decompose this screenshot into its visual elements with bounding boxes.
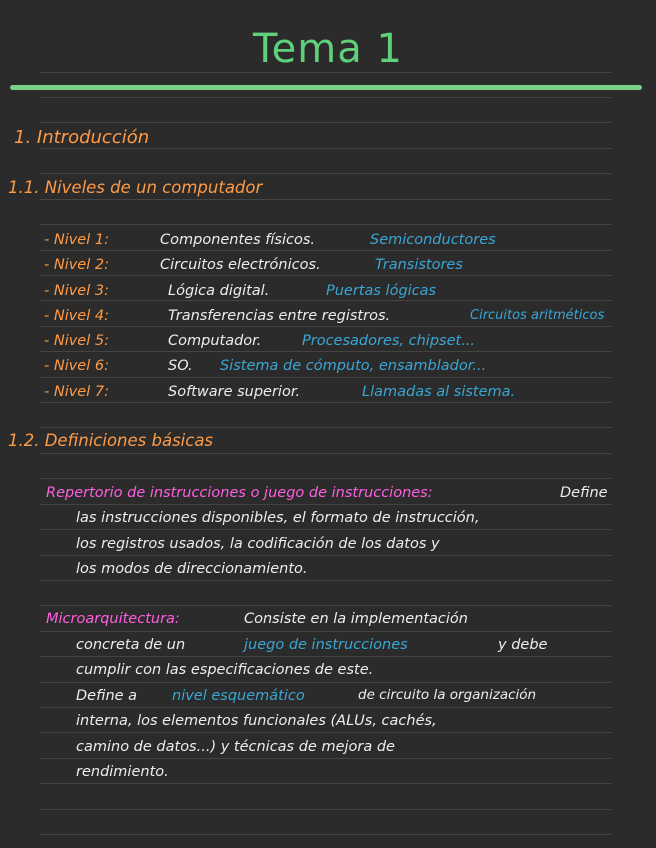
level-text: SO. — [168, 358, 193, 374]
definition-term: Repertorio de instrucciones o juego de instrucciones: — [46, 485, 433, 501]
level-example: Puertas lógicas — [326, 283, 437, 299]
definition-text: rendimiento. — [76, 764, 169, 780]
level-example: Sistema de cómputo, ensamblador... — [220, 358, 487, 374]
level-label: - Nivel 5: — [44, 333, 109, 349]
section-heading-niveles: 1.1. Niveles de un computador — [8, 178, 263, 197]
definition-term: Microarquitectura: — [46, 611, 180, 627]
definition-text: los modos de direccionamiento. — [76, 561, 308, 577]
section-heading-definiciones: 1.2. Definiciones básicas — [8, 431, 214, 450]
level-label: - Nivel 1: — [44, 232, 109, 248]
definition-highlight: nivel esquemático — [172, 688, 305, 704]
definition-text: cumplir con las especificaciones de este. — [76, 662, 374, 678]
definition-text: interna, los elementos funcionales (ALUs, cachés, — [76, 713, 437, 729]
level-text: Lógica digital. — [168, 283, 270, 299]
definition-text: Consiste en la implementación — [244, 611, 468, 627]
title-underline — [10, 85, 642, 90]
level-label: - Nivel 7: — [44, 384, 109, 400]
definition-text: Define — [560, 485, 608, 501]
level-label: - Nivel 3: — [44, 283, 109, 299]
section-heading-introduccion: 1. Introducción — [14, 127, 150, 148]
definition-text: concreta de un — [76, 637, 186, 653]
level-label: - Nivel 2: — [44, 257, 109, 273]
page-title: Tema 1 — [253, 26, 403, 72]
definition-text: de circuito la organización — [358, 687, 537, 703]
definition-highlight: juego de instrucciones — [244, 637, 408, 653]
definition-text: camino de datos...) y técnicas de mejora de — [76, 739, 395, 755]
definition-text: las instrucciones disponibles, el formato de instrucción, — [76, 510, 480, 526]
level-text: Computador. — [168, 333, 262, 349]
level-example: Llamadas al sistema. — [362, 384, 516, 400]
level-text: Componentes físicos. — [160, 232, 315, 248]
level-text: Software superior. — [168, 384, 301, 400]
definition-text: Define a — [76, 688, 138, 704]
level-text: Circuitos electrónicos. — [160, 257, 321, 273]
level-example: Transistores — [375, 257, 463, 273]
level-label: - Nivel 6: — [44, 358, 109, 374]
level-example: Semiconductores — [370, 232, 496, 248]
level-example: Circuitos aritméticos — [470, 308, 605, 323]
level-label: - Nivel 4: — [44, 308, 109, 324]
level-text: Transferencias entre registros. — [168, 308, 391, 324]
definition-text: los registros usados, la codificación de los datos y — [76, 536, 440, 552]
level-example: Procesadores, chipset... — [302, 333, 476, 349]
definition-text: y debe — [498, 637, 548, 653]
